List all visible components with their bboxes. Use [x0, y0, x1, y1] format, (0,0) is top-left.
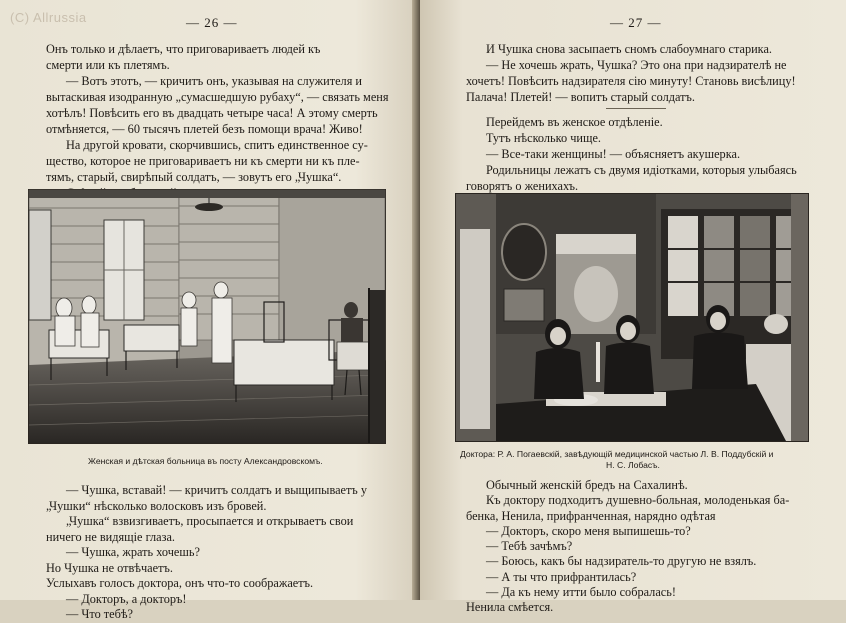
text-line: — Да къ нему итти было собралась! — [486, 585, 676, 600]
right-top-text — [466, 41, 797, 194]
text-line: Услыхавъ голосъ доктора, онъ что-то соображаетъ. — [46, 576, 314, 590]
text-line: — А ты что прифрантилась? — [486, 569, 637, 584]
right-page-number: — 27 — — [610, 15, 662, 30]
text-line: „Чушки“ нѣсколько волосковъ изъ бровей. — [46, 498, 267, 513]
doctors-photo-caption-line1: Доктора: Р. А. Погаевскій, завѣдующій медицинской частью Л. В. Поддубскій и — [460, 449, 774, 459]
ward-photo-image — [29, 190, 385, 443]
section-divider — [606, 108, 666, 109]
left-page — [0, 0, 418, 621]
ward-photo — [28, 189, 386, 444]
text-line: Къ доктору подходитъ душевно-больная, молоденькая ба- — [486, 493, 790, 508]
text-line: бенка, Ненила, прифранченная, нарядно одѣтая — [466, 508, 716, 523]
text-line: — Вотъ этотъ, — кричитъ онъ, указывая на служителя и — [66, 74, 363, 88]
doctors-photo-caption-line2: Н. С. Лобасъ. — [606, 460, 660, 470]
text-line: хочетъ! Повѣсить надзирателя сію минуту! Становь висѣлицу! — [466, 74, 796, 88]
text-line: — Что тебѣ? — [66, 607, 134, 621]
text-line: ничего не видящіе глаза. — [46, 529, 175, 544]
text-line: Тутъ нѣсколько чище. — [486, 131, 601, 145]
text-line: — Докторъ, скоро меня выпишешь-то? — [486, 523, 691, 538]
text-line: хотѣлъ! Повѣсить его въ двадцать четыре часа! А этому смерть — [46, 106, 378, 120]
ward-photo-caption: Женская и дѣтская больница въ посту Александровскомъ. — [88, 456, 323, 466]
text-line: „Чушка“ взвизгиваетъ, просыпается и открываетъ свои — [66, 514, 354, 528]
left-bottom-text — [46, 483, 367, 623]
text-line: — Не хочешь жрать, Чушка? Это она при надзирателѣ не — [486, 58, 787, 72]
text-line: отмѣняется, — 60 тысячъ плетей безъ помощи врача! Живо! — [46, 122, 363, 136]
text-line: И Чушка снова засыпаетъ сномъ слабоумнаго старика. — [486, 42, 772, 56]
right-page — [420, 0, 846, 615]
text-line: Обычный женскій бредъ на Сахалинѣ. — [486, 478, 688, 492]
text-line: вытаскивая изодранную „сумасшедшую рубаху“, — связать меня — [46, 90, 389, 104]
text-line: Родильницы лежатъ съ двумя идіотками, которыя улыбаясь — [486, 163, 797, 177]
watermark: (C) Allrussia — [10, 10, 87, 25]
text-line: — Чушка, вставай! — кричитъ солдатъ и выщипываетъ у — [66, 483, 367, 497]
doctors-photo-image — [456, 194, 808, 441]
left-page-number: — 26 — — [186, 15, 238, 30]
text-line: говорятъ о женихахъ. — [466, 179, 579, 193]
text-line: Ненила смѣется. — [466, 600, 554, 615]
right-bottom-text — [466, 478, 789, 616]
doctors-photo — [455, 193, 809, 442]
text-line: Онъ только и дѣлаетъ, что приговариваетъ людей къ — [46, 42, 321, 56]
text-line: — Докторъ, а докторъ! — [66, 591, 187, 606]
text-line: щество, которое не приговариваетъ ни къ смерти ни къ пле- — [46, 154, 360, 168]
text-line: Перейдемъ въ женское отдѣленіе. — [486, 115, 663, 129]
text-line: — Боюсь, какъ бы надзиратель-то другую не взялъ. — [486, 554, 757, 569]
text-line: тямъ, старый, свирѣпый солдатъ, — зовутъ его „Чушка“. — [46, 170, 342, 184]
text-line: — Все-таки женщины! — объясняетъ акушерка. — [486, 147, 741, 161]
text-line: На другой кровати, скорчившись, спитъ единственное су- — [66, 138, 368, 152]
left-top-text — [46, 41, 389, 201]
text-line: — Тебѣ зачѣмъ? — [486, 539, 573, 554]
text-line: — Чушка, жрать хочешь? — [66, 545, 200, 559]
text-line: смерти или къ плетямъ. — [46, 58, 170, 72]
text-line: Палача! Плетей! — вопитъ старый солдатъ. — [466, 90, 695, 104]
text-line: Но Чушка не отвѣчаетъ. — [46, 560, 173, 575]
